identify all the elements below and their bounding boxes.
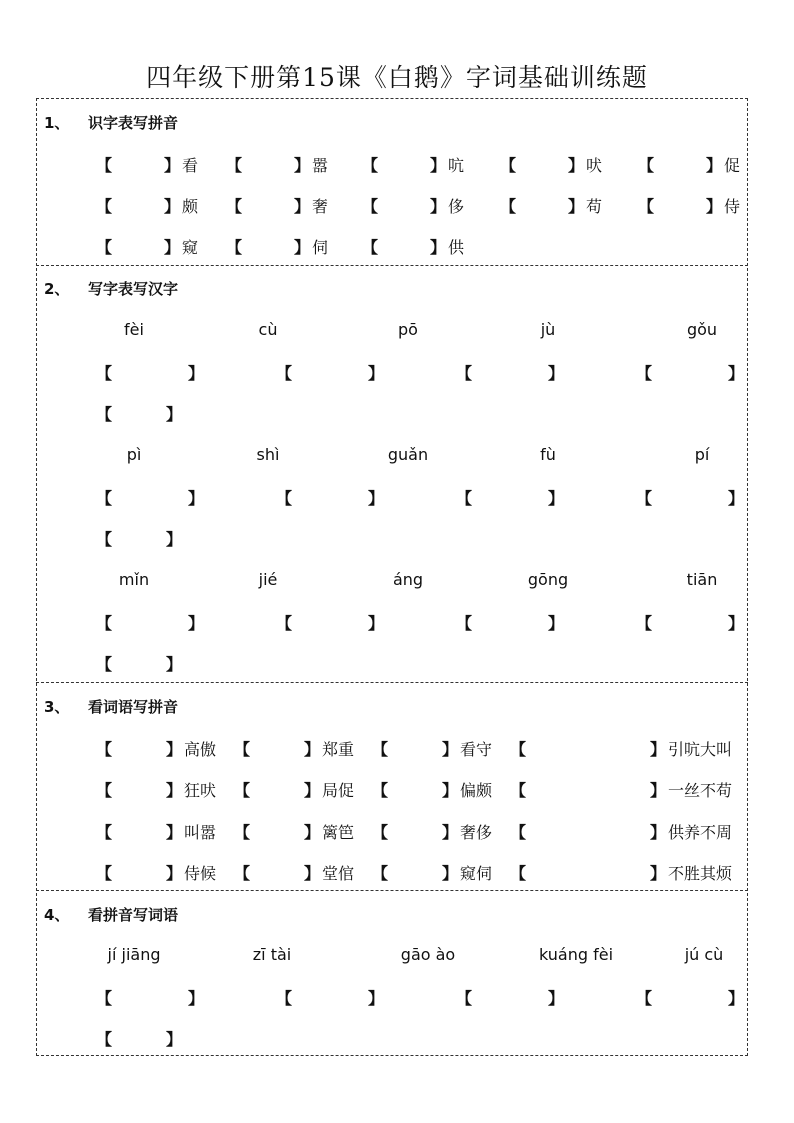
answer-bracket-close: 】 (188, 489, 205, 508)
answer-bracket-close: 】 (304, 740, 321, 759)
pinyin-prompt: zī tài (252, 945, 292, 964)
answer-blank[interactable] (380, 153, 430, 173)
answer-bracket-close: 】 (166, 864, 183, 883)
answer-blank[interactable] (114, 153, 164, 173)
target-character: 吭 (448, 156, 465, 175)
answer-bracket-open: 【 (96, 489, 113, 508)
answer-bracket-close: 】 (164, 156, 181, 175)
answer-bracket-close: 】 (188, 989, 205, 1008)
target-character: 促 (724, 156, 741, 175)
answer-bracket-open: 【 (96, 864, 113, 883)
target-character: 侍 (724, 197, 741, 216)
answer-bracket-close: 】 (650, 781, 667, 800)
pinyin-prompt: áng (392, 570, 424, 589)
pinyin-prompt: shì (256, 445, 280, 464)
section-divider (36, 265, 748, 266)
answer-blank[interactable] (114, 1027, 166, 1047)
answer-bracket-open: 【 (500, 156, 517, 175)
answer-bracket-open: 【 (456, 614, 473, 633)
answer-bracket-close: 】 (368, 364, 385, 383)
answer-bracket-close: 】 (368, 989, 385, 1008)
answer-blank[interactable] (294, 361, 368, 381)
answer-row (0, 611, 794, 633)
answer-bracket-close: 】 (548, 989, 565, 1008)
answer-bracket-open: 【 (234, 823, 251, 842)
answer-bracket-close: 】 (430, 197, 447, 216)
answer-blank[interactable] (244, 153, 294, 173)
answer-blank[interactable] (114, 235, 164, 255)
section-number: 4、 (44, 906, 70, 924)
answer-bracket-open: 【 (372, 740, 389, 759)
section-number: 2、 (44, 280, 70, 298)
target-character: 窥 (182, 238, 199, 257)
answer-bracket-close: 】 (304, 781, 321, 800)
answer-blank[interactable] (114, 402, 166, 422)
target-word: 看守 (460, 740, 493, 759)
answer-bracket-close: 】 (304, 823, 321, 842)
pinyin-row (0, 570, 794, 592)
answer-bracket-close: 】 (728, 614, 745, 633)
answer-blank[interactable] (474, 361, 548, 381)
section-divider (36, 682, 748, 683)
answer-bracket-close: 】 (548, 614, 565, 633)
answer-bracket-open: 【 (636, 364, 653, 383)
section-divider (36, 890, 748, 891)
answer-bracket-close: 】 (166, 530, 183, 549)
section-number: 1、 (44, 114, 70, 132)
answer-row (0, 986, 794, 1008)
answer-bracket-open: 【 (96, 614, 113, 633)
answer-bracket-open: 【 (96, 238, 113, 257)
pinyin-prompt: gǒu (686, 320, 718, 339)
answer-bracket-open: 【 (234, 740, 251, 759)
pinyin-prompt: jù (540, 320, 556, 339)
target-word: 篱笆 (322, 823, 355, 842)
pinyin-prompt: mǐn (118, 570, 150, 589)
target-character: 吠 (586, 156, 603, 175)
answer-bracket-open: 【 (96, 823, 113, 842)
target-word: 郑重 (322, 740, 355, 759)
item-row (0, 820, 794, 842)
answer-bracket-open: 【 (372, 864, 389, 883)
answer-bracket-open: 【 (226, 197, 243, 216)
pinyin-prompt: pí (694, 445, 710, 464)
answer-bracket-close: 】 (706, 197, 723, 216)
answer-bracket-open: 【 (456, 489, 473, 508)
answer-blank[interactable] (114, 611, 188, 631)
pinyin-prompt: pō (398, 320, 418, 339)
target-word: 窥伺 (460, 864, 493, 883)
answer-bracket-open: 【 (636, 989, 653, 1008)
pinyin-prompt: gōng (527, 570, 569, 589)
answer-blank[interactable] (114, 986, 188, 1006)
target-word: 引吭大叫 (668, 740, 733, 759)
answer-bracket-open: 【 (638, 156, 655, 175)
target-character: 颇 (182, 197, 199, 216)
answer-bracket-close: 】 (294, 197, 311, 216)
answer-row (0, 402, 794, 424)
answer-bracket-open: 【 (96, 740, 113, 759)
target-word: 供养不周 (668, 823, 733, 842)
answer-blank[interactable] (390, 820, 442, 840)
answer-bracket-close: 】 (442, 740, 459, 759)
answer-blank[interactable] (390, 737, 442, 757)
answer-bracket-open: 【 (96, 530, 113, 549)
pinyin-prompt: gāo ào (400, 945, 456, 964)
target-character: 嚣 (312, 156, 329, 175)
answer-bracket-close: 】 (728, 489, 745, 508)
answer-blank[interactable] (380, 235, 430, 255)
answer-bracket-open: 【 (510, 823, 527, 842)
answer-bracket-close: 】 (442, 864, 459, 883)
answer-bracket-close: 】 (728, 989, 745, 1008)
answer-bracket-open: 【 (638, 197, 655, 216)
answer-blank[interactable] (654, 986, 728, 1006)
answer-bracket-open: 【 (276, 614, 293, 633)
answer-bracket-close: 】 (166, 740, 183, 759)
answer-bracket-close: 】 (188, 614, 205, 633)
section-title: 看拼音写词语 (88, 906, 179, 924)
answer-bracket-open: 【 (500, 197, 517, 216)
answer-blank[interactable] (294, 486, 368, 506)
answer-row (0, 1027, 794, 1049)
answer-bracket-close: 】 (548, 489, 565, 508)
answer-blank[interactable] (114, 361, 188, 381)
answer-bracket-close: 】 (568, 197, 585, 216)
answer-bracket-open: 【 (96, 655, 113, 674)
answer-bracket-close: 】 (166, 781, 183, 800)
answer-bracket-open: 【 (362, 197, 379, 216)
pinyin-prompt: jí jiāng (107, 945, 161, 964)
answer-blank[interactable] (114, 737, 166, 757)
answer-row (0, 361, 794, 383)
answer-bracket-open: 【 (96, 989, 113, 1008)
answer-bracket-open: 【 (362, 238, 379, 257)
answer-blank[interactable] (252, 737, 304, 757)
answer-blank[interactable] (528, 778, 650, 798)
target-character: 看 (182, 156, 199, 175)
answer-bracket-close: 】 (294, 156, 311, 175)
target-character: 苟 (586, 197, 603, 216)
answer-bracket-close: 】 (166, 823, 183, 842)
answer-blank[interactable] (528, 820, 650, 840)
item-row (0, 153, 794, 175)
answer-blank[interactable] (654, 611, 728, 631)
item-row (0, 737, 794, 759)
target-word: 侍候 (184, 864, 217, 883)
answer-blank[interactable] (114, 527, 166, 547)
answer-bracket-close: 】 (568, 156, 585, 175)
section-title: 识字表写拼音 (88, 114, 179, 132)
answer-blank[interactable] (114, 652, 166, 672)
answer-bracket-open: 【 (96, 781, 113, 800)
target-character: 奢 (312, 197, 329, 216)
answer-blank[interactable] (294, 986, 368, 1006)
answer-blank[interactable] (474, 986, 548, 1006)
answer-row (0, 527, 794, 549)
target-character: 伺 (312, 238, 329, 257)
answer-blank[interactable] (390, 861, 442, 881)
answer-bracket-open: 【 (226, 238, 243, 257)
answer-blank[interactable] (114, 861, 166, 881)
answer-blank[interactable] (654, 361, 728, 381)
target-word: 叫嚣 (184, 823, 217, 842)
answer-bracket-open: 【 (372, 781, 389, 800)
target-word: 狂吠 (184, 781, 217, 800)
answer-bracket-open: 【 (276, 489, 293, 508)
answer-row (0, 652, 794, 674)
answer-bracket-close: 】 (706, 156, 723, 175)
answer-blank[interactable] (252, 861, 304, 881)
answer-bracket-open: 【 (456, 364, 473, 383)
answer-bracket-open: 【 (96, 1030, 113, 1049)
item-row (0, 194, 794, 216)
answer-blank[interactable] (474, 611, 548, 631)
answer-bracket-close: 】 (304, 864, 321, 883)
answer-bracket-close: 】 (164, 197, 181, 216)
section-4-heading (44, 904, 178, 925)
answer-bracket-close: 】 (442, 781, 459, 800)
answer-bracket-open: 【 (96, 156, 113, 175)
answer-bracket-close: 】 (188, 364, 205, 383)
answer-bracket-open: 【 (636, 614, 653, 633)
answer-blank[interactable] (114, 486, 188, 506)
pinyin-prompt: tiān (686, 570, 718, 589)
target-word: 奢侈 (460, 823, 493, 842)
target-word: 堂倌 (322, 864, 355, 883)
answer-bracket-open: 【 (276, 989, 293, 1008)
answer-bracket-close: 】 (442, 823, 459, 842)
answer-blank[interactable] (114, 820, 166, 840)
answer-bracket-open: 【 (636, 489, 653, 508)
section-title: 写字表写汉字 (88, 280, 179, 298)
answer-bracket-close: 】 (728, 364, 745, 383)
page-title: 四年级下册第15课《白鹅》字词基础训练题 (146, 63, 648, 92)
answer-blank[interactable] (114, 778, 166, 798)
answer-blank[interactable] (244, 194, 294, 214)
answer-bracket-close: 】 (166, 405, 183, 424)
section-2-heading (44, 278, 178, 299)
section-number: 3、 (44, 698, 70, 716)
target-word: 不胜其烦 (668, 864, 733, 883)
pinyin-prompt: fù (540, 445, 556, 464)
answer-blank[interactable] (244, 235, 294, 255)
item-row (0, 235, 794, 257)
answer-bracket-open: 【 (362, 156, 379, 175)
section-title: 看词语写拼音 (88, 698, 179, 716)
answer-bracket-open: 【 (234, 864, 251, 883)
answer-bracket-open: 【 (456, 989, 473, 1008)
answer-row (0, 486, 794, 508)
answer-blank[interactable] (528, 737, 650, 757)
section-3-heading (44, 696, 178, 717)
answer-bracket-open: 【 (510, 864, 527, 883)
answer-blank[interactable] (294, 611, 368, 631)
target-word: 偏颇 (460, 781, 493, 800)
answer-blank[interactable] (518, 194, 568, 214)
answer-bracket-close: 】 (294, 238, 311, 257)
target-word: 一丝不苟 (668, 781, 733, 800)
pinyin-prompt: jié (258, 570, 278, 589)
pinyin-row (0, 320, 794, 342)
answer-bracket-close: 】 (166, 1030, 183, 1049)
pinyin-prompt: pì (126, 445, 142, 464)
target-word: 局促 (322, 781, 355, 800)
pinyin-row (0, 945, 794, 967)
answer-blank[interactable] (252, 778, 304, 798)
answer-bracket-close: 】 (548, 364, 565, 383)
pinyin-prompt: cù (258, 320, 278, 339)
answer-bracket-open: 【 (510, 740, 527, 759)
answer-bracket-close: 】 (164, 238, 181, 257)
answer-bracket-close: 】 (650, 740, 667, 759)
answer-blank[interactable] (654, 486, 728, 506)
answer-bracket-open: 【 (276, 364, 293, 383)
answer-blank[interactable] (518, 153, 568, 173)
target-character: 侈 (448, 197, 465, 216)
answer-blank[interactable] (474, 486, 548, 506)
answer-bracket-close: 】 (650, 823, 667, 842)
answer-blank[interactable] (252, 820, 304, 840)
pinyin-prompt: kuáng fèi (538, 945, 614, 964)
section-1-heading (44, 112, 178, 133)
answer-bracket-open: 【 (96, 197, 113, 216)
answer-bracket-open: 【 (234, 781, 251, 800)
pinyin-prompt: guǎn (387, 445, 429, 464)
item-row (0, 778, 794, 800)
pinyin-prompt: fèi (124, 320, 144, 339)
answer-bracket-close: 】 (368, 614, 385, 633)
answer-blank[interactable] (380, 194, 430, 214)
answer-blank[interactable] (656, 194, 706, 214)
answer-bracket-open: 【 (226, 156, 243, 175)
answer-bracket-open: 【 (96, 405, 113, 424)
answer-blank[interactable] (528, 861, 650, 881)
target-character: 供 (448, 238, 465, 257)
answer-blank[interactable] (390, 778, 442, 798)
answer-bracket-close: 】 (430, 238, 447, 257)
answer-bracket-open: 【 (510, 781, 527, 800)
answer-bracket-open: 【 (372, 823, 389, 842)
pinyin-row (0, 445, 794, 467)
answer-bracket-close: 】 (650, 864, 667, 883)
answer-blank[interactable] (656, 153, 706, 173)
item-row (0, 861, 794, 883)
answer-bracket-close: 】 (430, 156, 447, 175)
answer-bracket-open: 【 (96, 364, 113, 383)
target-word: 高傲 (184, 740, 217, 759)
answer-blank[interactable] (114, 194, 164, 214)
pinyin-prompt: jú cù (684, 945, 724, 964)
answer-bracket-close: 】 (166, 655, 183, 674)
answer-bracket-close: 】 (368, 489, 385, 508)
